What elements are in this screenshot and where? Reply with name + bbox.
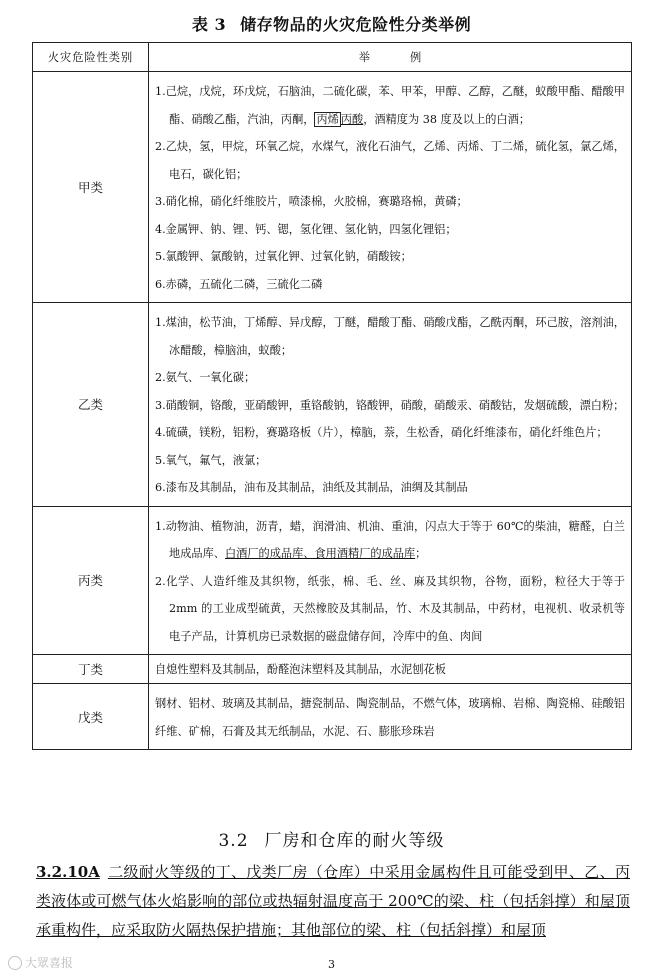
clause-text: 二级耐火等级的丁、戊类厂房（仓库）中采用金属构件且可能受到甲、乙、丙类液体或可燃气体火焰影响的部位或热辐射温度高于 200℃的梁、柱（包括斜撑）和屋顶承重构件，应采取防火隔热保护措施；其他部位的梁、柱（包括斜撑）和屋顶 <box>36 863 630 939</box>
examples-cell <box>149 72 632 303</box>
watermark-logo-icon <box>8 956 22 970</box>
table-row <box>33 684 632 750</box>
list-item: 5.氧气，氟气，液氯； <box>155 453 267 467</box>
item-text: 1.己烷，戊烷，环戊烷，石脑油，二硫化碳，苯、甲苯，甲醇、乙醇，乙醚，蚁酸甲酯、醋酸甲酯、硝酸乙酯，汽油，丙酮， <box>155 85 625 126</box>
underlined-term: 白酒厂的成品库、食用酒精厂的成品库 <box>224 547 416 560</box>
boxed-term: 丙烯 <box>316 112 339 126</box>
clause-paragraph <box>36 858 630 945</box>
list-item: 3.硝化棉，硝化纤维胶片，喷漆棉，火胶棉，赛璐珞棉，黄磷； <box>155 195 468 208</box>
list-item: 4.硫磺，镁粉，铝粉，赛璐珞板（片），樟脑，萘，生松香，硝化纤维漆布，硝化纤维色片； <box>155 426 608 439</box>
list-item: 5.氯酸钾、氯酸钠，过氧化钾、过氧化钠，硝酸铵； <box>155 250 412 263</box>
section-title-text: 厂房和仓库的耐火等级 <box>264 831 445 851</box>
list-item: 4.金属钾、钠、锂、钙、锶，氢化锂、氢化钠，四氢化锂铝； <box>155 222 457 236</box>
list-item: 1.煤油，松节油，丁烯醇、异戊醇，丁醚，醋酸丁酯、硝酸戊酯，乙酰丙酮，环己胺，溶剂油，冰醋酸，樟脑油，蚁酸； <box>155 316 625 357</box>
examples-cell <box>149 303 632 507</box>
examples-cell: 自熄性塑料及其制品，酚醛泡沫塑料及其制品，水泥刨花板 <box>149 655 632 684</box>
item-text: ，酒精度为 38 度及以上的白酒； <box>363 112 531 126</box>
category-cell: 乙类 <box>33 303 149 507</box>
list-item <box>155 78 625 133</box>
list-item <box>155 513 625 568</box>
watermark <box>8 954 73 971</box>
table-title-text: 储存物品的火灾危险性分类举例 <box>240 15 472 34</box>
table-header-row <box>33 43 632 72</box>
table-row <box>33 303 632 507</box>
clause-number: 3.2.10A <box>36 863 100 881</box>
page-number: 3 <box>328 958 335 971</box>
header-category: 火灾危险性类别 <box>33 43 149 72</box>
list-item: 3.硝酸铜，铬酸，亚硝酸钾，重铬酸钠，铬酸钾，硝酸，硝酸汞、硝酸钴，发烟硫酸，漂白粉； <box>155 398 625 412</box>
table-row <box>33 655 632 684</box>
underlined-term: 丙酸 <box>340 112 364 126</box>
section-number: 3.2 <box>218 831 249 851</box>
table-title <box>0 12 663 35</box>
category-cell: 戊类 <box>33 684 149 750</box>
list-item: 6.赤磷，五硫化二磷，三硫化二磷 <box>155 277 323 291</box>
list-item: 6.漆布及其制品，油布及其制品，油纸及其制品，油绸及其制品 <box>155 481 468 494</box>
examples-cell <box>149 684 632 750</box>
list-item: 钢材、铝材、玻璃及其制品，搪瓷制品、陶瓷制品，不燃气体，玻璃棉、岩棉、陶瓷棉、硅酸铝纤维、矿棉，石膏及其无纸制品，水泥、石、膨胀珍珠岩 <box>155 697 625 738</box>
header-examples: 举例 <box>149 43 632 72</box>
item-text: 1.动物油、植物油，沥青，蜡，润滑油、机油、重油，闪点大于等于 60℃的柴油，糖醛，白兰地成品库、 <box>155 519 625 560</box>
table-row <box>33 506 632 655</box>
list-item: 2.乙炔，氢，甲烷，环氧乙烷，水煤气，液化石油气，乙烯、丙烯、丁二烯，硫化氢，氯乙烯，电石，碳化铝； <box>155 140 625 181</box>
category-cell: 丙类 <box>33 506 149 655</box>
item-text: ； <box>415 547 427 560</box>
category-cell: 丁类 <box>33 655 149 684</box>
table-row <box>33 72 632 303</box>
list-item: 2.化学、人造纤维及其织物，纸张，棉、毛、丝、麻及其织物，谷物，面粉，粒径大于等于 2mm 的工业成型硫黄，天然橡胶及其制品，竹、木及其制品，中药材，电视机、收录机等电子产品，计算机房已录数据的磁盘储存间，冷库中的鱼、肉间 <box>155 574 625 643</box>
watermark-text: 大眾喜报 <box>25 956 74 970</box>
examples-cell <box>149 506 632 655</box>
section-heading <box>0 826 663 851</box>
category-cell: 甲类 <box>33 72 149 303</box>
fire-risk-table <box>32 42 632 750</box>
table-number: 表 3 <box>191 15 227 34</box>
list-item: 2.氨气、一氧化碳； <box>155 371 256 384</box>
